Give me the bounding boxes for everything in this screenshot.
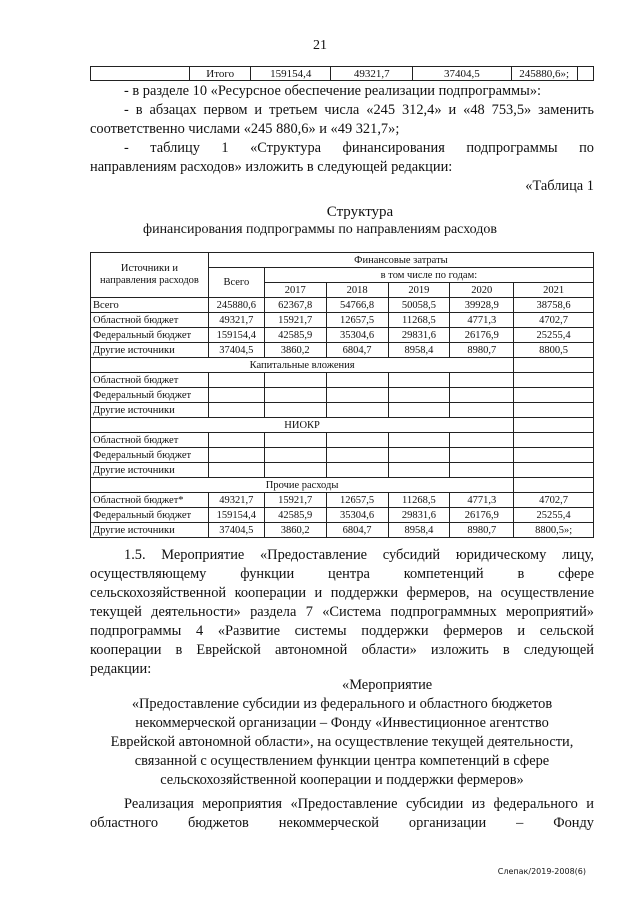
value-cell — [450, 388, 514, 403]
value-cell: 245880,6 — [208, 298, 264, 313]
value-cell: 4702,7 — [514, 493, 594, 508]
value-cell: 49321,7 — [208, 493, 264, 508]
value-cell: 3860,2 — [264, 523, 326, 538]
value-cell — [326, 433, 388, 448]
header-year: 2018 — [326, 283, 388, 298]
header-sources: Источники и направления расходов — [91, 253, 209, 298]
value-cell: 8980,7 — [450, 343, 514, 358]
table-label: «Таблица 1 — [525, 178, 594, 194]
paragraph-measure-1-5 — [90, 546, 594, 679]
section-other: Прочие расходы — [91, 478, 514, 493]
value-cell — [450, 448, 514, 463]
value-cell: 25255,4 — [514, 328, 594, 343]
value-cell: 35304,6 — [326, 328, 388, 343]
text-line: подпрограммы 4 «Развитие системы поддержки фермеров и сельской — [90, 623, 594, 639]
value-cell: 8958,4 — [388, 523, 450, 538]
header-total: Всего — [208, 268, 264, 298]
table-row — [91, 343, 594, 358]
total-cell-label: Итого — [190, 67, 251, 81]
table-row — [91, 448, 594, 463]
value-cell: 15921,7 — [264, 313, 326, 328]
value-cell — [208, 388, 264, 403]
value-cell: 29831,6 — [388, 328, 450, 343]
table-row — [91, 328, 594, 343]
total-cell-1: 159154,4 — [251, 67, 331, 81]
value-cell: 6804,7 — [326, 523, 388, 538]
row-label: Другие источники — [91, 523, 209, 538]
value-cell: 54766,8 — [326, 298, 388, 313]
value-cell: 159154,4 — [208, 508, 264, 523]
empty-cell — [514, 418, 594, 433]
value-cell — [388, 433, 450, 448]
total-cell-2: 49321,7 — [331, 67, 413, 81]
total-cell-5 — [577, 67, 593, 81]
text-line: осуществляющему функции центра компетенций в сфере — [90, 566, 594, 582]
value-cell — [326, 463, 388, 478]
value-cell — [326, 403, 388, 418]
value-cell: 49321,7 — [208, 313, 264, 328]
value-cell — [264, 433, 326, 448]
header-year: 2021 — [514, 283, 594, 298]
value-cell — [208, 403, 264, 418]
value-cell — [208, 373, 264, 388]
value-cell: 4771,3 — [450, 313, 514, 328]
section-capital: Капитальные вложения — [91, 358, 514, 373]
value-cell — [450, 403, 514, 418]
section-capital-row — [91, 358, 594, 373]
header-year: 2019 — [388, 283, 450, 298]
header-year: 2017 — [264, 283, 326, 298]
table-row — [91, 463, 594, 478]
value-cell: 37404,5 — [208, 343, 264, 358]
row-label: Другие источники — [91, 463, 209, 478]
text-line: кооперации в Еврейской автономной области» изложить в следующей — [90, 642, 594, 658]
section-niokr: НИОКР — [91, 418, 514, 433]
value-cell — [388, 403, 450, 418]
section-other-row — [91, 478, 594, 493]
table-row — [91, 403, 594, 418]
table-row — [91, 373, 594, 388]
page-number: 21 — [313, 38, 327, 53]
table-row — [91, 433, 594, 448]
value-cell — [264, 388, 326, 403]
value-cell — [450, 373, 514, 388]
quote-line: некоммерческой организации – Фонду «Инвестиционное агентство — [135, 715, 549, 731]
row-label: Областной бюджет — [91, 433, 209, 448]
value-cell: 8980,7 — [450, 523, 514, 538]
quote-head: «Мероприятие — [342, 677, 433, 693]
value-cell — [514, 463, 594, 478]
total-cell-4: 245880,6»; — [511, 67, 577, 81]
carryover-total-table — [90, 66, 594, 81]
text-line: областного бюджетов некоммерческой организации – Фонду — [90, 815, 594, 831]
total-cell-3: 37404,5 — [413, 67, 511, 81]
value-cell — [388, 388, 450, 403]
value-cell: 50058,5 — [388, 298, 450, 313]
table-row — [91, 508, 594, 523]
row-label: Областной бюджет — [91, 313, 209, 328]
empty-cell — [514, 478, 594, 493]
row-label: Федеральный бюджет — [91, 508, 209, 523]
quote-line: «Предоставление субсидии из федерального и областного бюджетов — [131, 696, 553, 712]
value-cell — [208, 448, 264, 463]
value-cell: 4771,3 — [450, 493, 514, 508]
value-cell: 15921,7 — [264, 493, 326, 508]
total-row — [91, 67, 594, 81]
text-line: 1.5. Мероприятие «Предоставление субсидий юридическому лицу, — [124, 547, 594, 563]
table-subtitle: финансирования подпрограммы по направлениям расходов — [143, 222, 497, 237]
row-label: Всего — [91, 298, 209, 313]
header-by-year: в том числе по годам: — [264, 268, 593, 283]
amendment-text — [90, 82, 594, 196]
paragraph-replace-numbers-cont: соответственно числами «245 880,6» и «49 321,7»; — [90, 121, 400, 137]
row-label: Областной бюджет* — [91, 493, 209, 508]
paragraph-replace-numbers: - в абзацах первом и третьем числа «245 312,4» и «48 753,5» заменить — [124, 102, 594, 118]
value-cell — [264, 373, 326, 388]
value-cell — [326, 448, 388, 463]
row-label: Другие источники — [91, 403, 209, 418]
value-cell — [326, 388, 388, 403]
financing-structure-table — [90, 252, 594, 538]
value-cell — [514, 388, 594, 403]
value-cell — [514, 403, 594, 418]
header-costs: Финансовые затраты — [208, 253, 593, 268]
value-cell: 25255,4 — [514, 508, 594, 523]
value-cell: 42585,9 — [264, 328, 326, 343]
document-stamp: Слепак/2019-2008(6) — [497, 867, 586, 876]
value-cell: 38758,6 — [514, 298, 594, 313]
row-label: Федеральный бюджет — [91, 388, 209, 403]
total-cell-0 — [91, 67, 190, 81]
value-cell — [450, 433, 514, 448]
row-label: Другие источники — [91, 343, 209, 358]
table-row — [91, 313, 594, 328]
table-row — [91, 388, 594, 403]
quote-line: связанной с осуществлением функции центра компетенций в сфере — [134, 753, 550, 769]
text-line: редакции: — [90, 661, 152, 677]
table-row — [91, 523, 594, 538]
value-cell: 39928,9 — [450, 298, 514, 313]
value-cell — [514, 433, 594, 448]
value-cell: 8800,5»; — [514, 523, 594, 538]
section-niokr-row — [91, 418, 594, 433]
row-label: Федеральный бюджет — [91, 328, 209, 343]
value-cell — [388, 373, 450, 388]
value-cell: 6804,7 — [326, 343, 388, 358]
value-cell: 8958,4 — [388, 343, 450, 358]
text-line: Реализация мероприятия «Предоставление субсидии из федерального и — [124, 796, 594, 812]
value-cell — [514, 373, 594, 388]
header-row-1 — [91, 253, 594, 268]
quote-line: Еврейской автономной области», на осуществление текущей деятельности, — [110, 734, 574, 750]
quote-line: сельскохозяйственной кооперации и поддержки фермеров» — [160, 772, 524, 788]
value-cell: 11268,5 — [388, 313, 450, 328]
table-row — [91, 493, 594, 508]
value-cell: 159154,4 — [208, 328, 264, 343]
value-cell — [514, 448, 594, 463]
value-cell: 35304,6 — [326, 508, 388, 523]
quoted-measure — [90, 676, 594, 790]
value-cell: 37404,5 — [208, 523, 264, 538]
value-cell: 12657,5 — [326, 313, 388, 328]
paragraph-implementation — [90, 795, 594, 833]
value-cell: 26176,9 — [450, 508, 514, 523]
value-cell — [264, 463, 326, 478]
table-row — [91, 298, 594, 313]
value-cell: 3860,2 — [264, 343, 326, 358]
value-cell — [264, 403, 326, 418]
value-cell: 29831,6 — [388, 508, 450, 523]
table-title: Структура — [326, 204, 394, 220]
value-cell: 8800,5 — [514, 343, 594, 358]
value-cell: 62367,8 — [264, 298, 326, 313]
value-cell — [388, 448, 450, 463]
value-cell — [264, 448, 326, 463]
value-cell: 12657,5 — [326, 493, 388, 508]
row-label: Федеральный бюджет — [91, 448, 209, 463]
value-cell — [388, 463, 450, 478]
value-cell: 26176,9 — [450, 328, 514, 343]
value-cell — [326, 373, 388, 388]
paragraph-table1: - таблицу 1 «Структура финансирования подпрограммы по — [124, 140, 594, 156]
header-year: 2020 — [450, 283, 514, 298]
row-label: Областной бюджет — [91, 373, 209, 388]
value-cell: 11268,5 — [388, 493, 450, 508]
empty-cell — [514, 358, 594, 373]
value-cell: 4702,7 — [514, 313, 594, 328]
value-cell — [208, 463, 264, 478]
paragraph-section10: - в разделе 10 «Ресурсное обеспечение реализации подпрограммы»: — [124, 83, 542, 99]
text-line: текущей деятельности» раздела 7 «Система подпрограммных мероприятий» — [90, 604, 594, 620]
value-cell: 42585,9 — [264, 508, 326, 523]
value-cell — [208, 433, 264, 448]
paragraph-table1-cont: направлениям расходов» изложить в следующей редакции: — [90, 159, 453, 175]
value-cell — [450, 463, 514, 478]
text-line: сельскохозяйственной кооперации и поддержки фермеров, на осуществление — [90, 585, 594, 601]
